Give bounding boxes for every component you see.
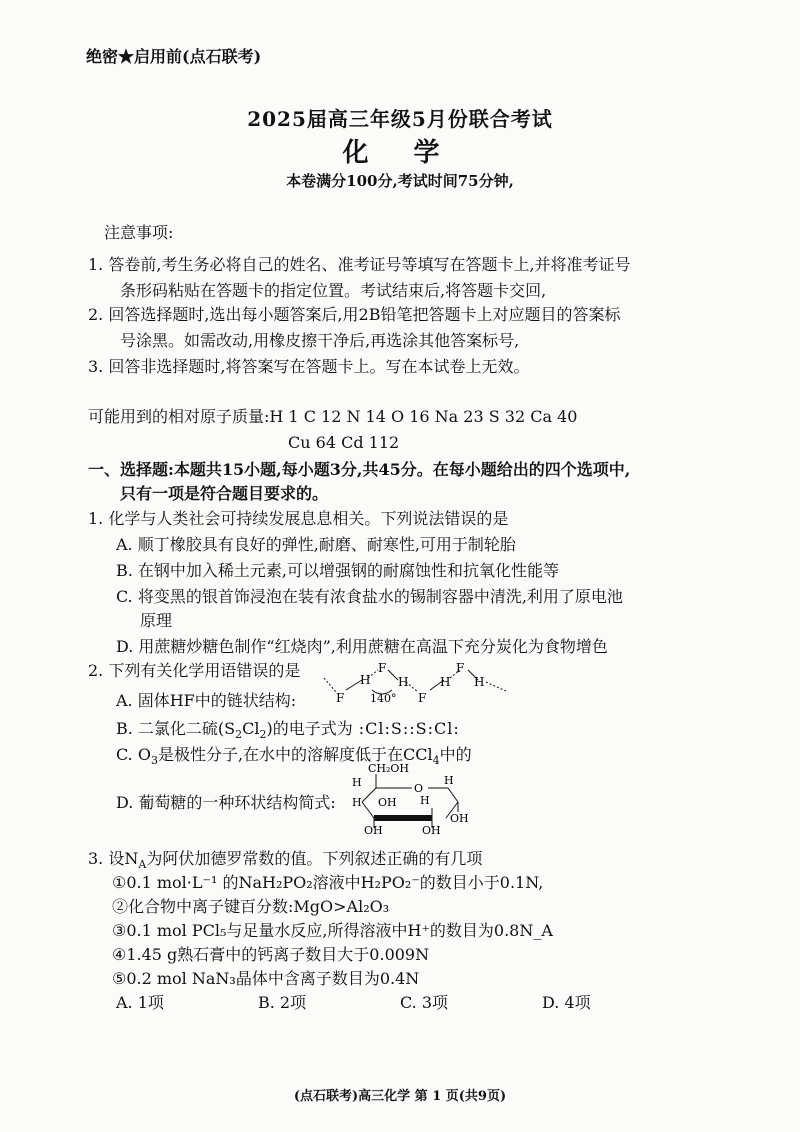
glucose-ring-diagram <box>352 760 472 840</box>
q3-statement-5: ⑤0.2 mol NaN₃晶体中含离子数目为0.4N <box>112 969 420 988</box>
q2-option-b <box>116 718 460 740</box>
q2-b-cl: Cl <box>242 719 260 738</box>
q2-b-prefix: B. 二氯化二硫(S <box>116 719 236 738</box>
ring-o: O <box>414 782 424 795</box>
q2-option-d: D. 葡萄糖的一种环状结构简式: <box>116 793 336 812</box>
hf-f-1: F <box>336 691 345 705</box>
atomic-mass-line-1: 可能用到的相对原子质量:H 1 C 12 N 14 O 16 Na 23 S 32 Ca 40 <box>88 407 578 426</box>
q3-option-d: D. 4项 <box>542 993 591 1012</box>
ring-oh-1: OH <box>378 796 397 809</box>
q3-option-b: B. 2项 <box>258 993 307 1012</box>
q1-stem: 1. 化学与人类社会可持续发展息息相关。下列说法错误的是 <box>88 509 509 528</box>
atomic-mass-line-2: Cu 64 Cd 112 <box>288 433 400 452</box>
q3-stem-sub: A <box>138 858 147 872</box>
confidential-label: 绝密★启用前(点石联考) <box>86 47 262 66</box>
ring-h-3: H <box>352 796 362 809</box>
hf-f-4: F <box>456 661 465 675</box>
q3-stem-prefix: 3. 设N <box>88 849 139 868</box>
hf-h-4: H <box>474 675 485 689</box>
ring-oh-2: OH <box>450 812 469 825</box>
ring-h-4: H <box>420 794 430 807</box>
q2-option-a: A. 固体HF中的链状结构: <box>116 691 297 710</box>
q2-c-suffix: 中的 <box>439 745 472 764</box>
exam-info: 本卷满分100分,考试时间75分钟, <box>286 172 514 190</box>
hf-f-3: F <box>418 691 427 705</box>
q3-statement-4: ④1.45 g熟石膏中的钙离子数目大于0.009N <box>112 945 430 964</box>
q3-statement-2: ②化合物中离子键百分数:MgO>Al₂O₃ <box>112 897 390 916</box>
q3-stem-suffix: 为阿伏加德罗常数的值。下列叙述正确的有几项 <box>146 849 483 868</box>
subject-title: 化 学 <box>342 138 458 168</box>
hf-chain-diagram <box>322 658 522 708</box>
page-footer: (点石联考)高三化学 第 1 页(共9页) <box>293 1089 507 1104</box>
ring-oh-3: OH <box>364 824 383 837</box>
q3-stem <box>88 848 482 870</box>
q2-b-suffix: )的电子式为 <box>266 719 353 738</box>
hf-h-3: H <box>440 675 451 689</box>
exam-title: 2025届高三年级5月份联合考试 <box>247 107 553 131</box>
notice-item-2-cont: 号涂黑。如需改动,用橡皮擦干净后,再选涂其他答案标号, <box>120 331 520 350</box>
notice-item-1: 1. 答卷前,考生务必将自己的姓名、准考证号等填写在答题卡上,并将准考证号 <box>88 255 631 274</box>
notice-item-2: 2. 回答选择题时,选出每小题答案后,用2B铅笔把答题卡上对应题目的答案标 <box>88 305 621 324</box>
q2-c-sub2: 4 <box>432 754 440 768</box>
q1-option-a: A. 顺丁橡胶具有良好的弹性,耐磨、耐寒性,可用于制轮胎 <box>116 535 516 554</box>
notice-heading: 注意事项: <box>104 223 174 242</box>
q2-c-prefix: C. O <box>116 745 151 764</box>
q1-option-b: B. 在钢中加入稀土元素,可以增强钢的耐腐蚀性和抗氧化性能等 <box>116 561 560 580</box>
hf-angle-label: 140° <box>370 692 397 705</box>
q1-option-d: D. 用蔗糖炒糖色制作“红烧肉”,利用蔗糖在高温下充分炭化为食物增色 <box>116 637 608 656</box>
q2-c-sub1: 3 <box>150 754 158 768</box>
q2-b-sub1: 2 <box>235 728 243 742</box>
ring-oh-4: OH <box>422 824 441 837</box>
q3-statement-1: ①0.1 mol·L⁻¹ 的NaH₂PO₂溶液中H₂PO₂⁻的数目小于0.1N, <box>112 873 544 892</box>
q1-option-c-cont: 原理 <box>140 611 173 630</box>
q1-option-c: C. 将变黑的银首饰浸泡在装有浓食盐水的锡制容器中清洗,利用了原电池 <box>116 587 623 606</box>
ring-ch2oh: CH₂OH <box>368 762 410 775</box>
q3-statement-3: ③0.1 mol PCl₅与足量水反应,所得溶液中H⁺的数目为0.8N_A <box>112 921 553 940</box>
hf-h-1: H <box>360 673 371 687</box>
q3-option-a: A. 1项 <box>116 993 164 1012</box>
notice-item-1-cont: 条形码粘贴在答题卡的指定位置。考试结束后,将答题卡交回, <box>120 281 547 300</box>
notice-item-3: 3. 回答非选择题时,将答案写在答题卡上。写在本试卷上无效。 <box>88 357 530 376</box>
q2-stem: 2. 下列有关化学用语错误的是 <box>88 661 301 680</box>
hf-h-2: H <box>398 675 409 689</box>
s2cl2-electron-formula: :Cl:S::S:Cl: <box>358 719 460 738</box>
q2-c-mid: 是极性分子,在水中的溶解度低于在CCl <box>157 745 433 764</box>
ring-h-2: H <box>444 774 454 787</box>
section-heading-cont: 只有一项是符合题目要求的。 <box>120 484 329 503</box>
ring-h-1: H <box>352 776 362 789</box>
hf-f-2: F <box>378 661 387 675</box>
q2-b-sub2: 2 <box>259 728 267 742</box>
q3-option-c: C. 3项 <box>400 993 449 1012</box>
section-heading: 一、选择题:本题共15小题,每小题3分,共45分。在每小题给出的四个选项中, <box>88 460 631 479</box>
